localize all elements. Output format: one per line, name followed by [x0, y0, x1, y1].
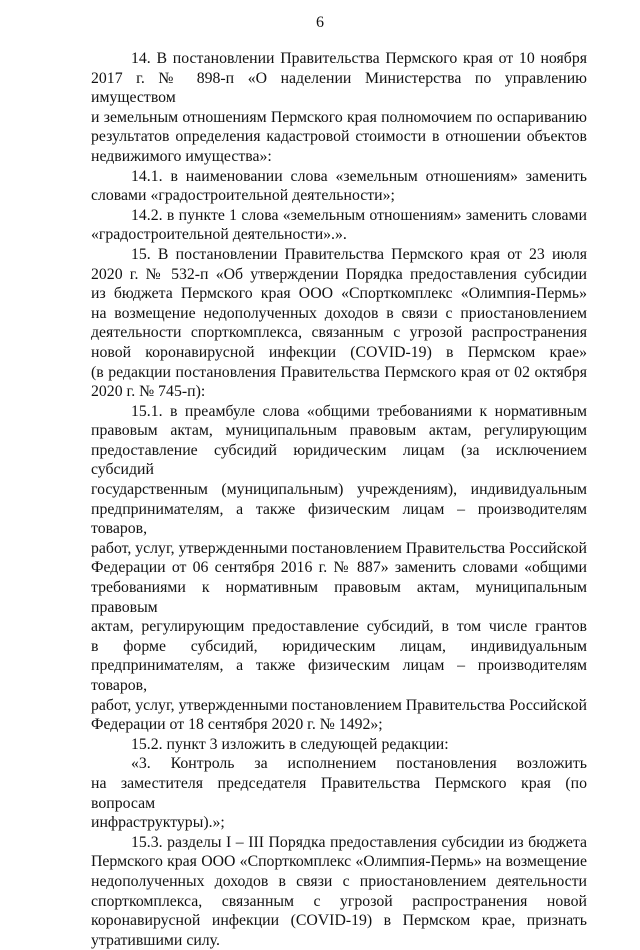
text-line: утратившими силу.	[91, 931, 220, 949]
text-line: 2020 г. № 745-п):	[91, 383, 206, 401]
text-line: 15. В постановлении Правительства Пермского края от 23 июля	[131, 245, 587, 263]
text-line: требованиями к нормативным правовым актам, муниципальным правовым	[91, 579, 587, 616]
text-line: работ, услуг, утвержденными постановлением Правительства Российской	[91, 696, 587, 714]
text-line: 15.3. разделы I – III Порядка предоставления субсидии из бюджета	[131, 833, 587, 851]
text-line: спорткомплекса, связанным с угрозой распространения новой	[91, 892, 587, 910]
text-line: недополученных доходов в связи с приостановлением деятельности	[91, 872, 587, 890]
text-line: новой коронавирусной инфекции (COVID-19) в Пермском крае»	[91, 343, 587, 361]
text-line: результатов определения кадастровой стоимости в отношении объектов	[91, 128, 587, 146]
text-line: актам, регулирующим предоставление субсидий, в том числе грантов	[91, 618, 587, 636]
text-line: «3. Контроль за исполнением постановления возложить	[131, 755, 587, 773]
text-line: государственным (муниципальным) учреждениям), индивидуальным	[91, 481, 587, 499]
paragraph	[91, 402, 587, 735]
text-line: 15.1. в преамбуле слова «общими требованиями к нормативным	[131, 402, 587, 420]
text-line: 14.2. в пункте 1 слова «земельным отношениям» заменить словами	[131, 206, 587, 224]
text-line: словами «градостроительной деятельности»;	[91, 187, 395, 205]
text-line: инфраструктуры).»;	[91, 814, 225, 832]
text-line: 2020 г. № 532-п «Об утверждении Порядка предоставления субсидии	[91, 265, 587, 283]
text-line: коронавирусной инфекции (COVID-19) в Пермском крае, признать	[91, 912, 587, 930]
text-line: 2017 г. № 898-п «О наделении Министерства по управлению имуществом	[91, 69, 587, 107]
document-body	[91, 49, 587, 950]
paragraph	[91, 167, 587, 206]
text-line: Федерации от 18 сентября 2020 г. № 1492»;	[91, 716, 383, 734]
text-line: Пермского края ООО «Спорткомплекс «Олимпия-Пермь» на возмещение	[91, 853, 587, 871]
paragraph	[91, 245, 587, 402]
text-line: в форме субсидий, юридическим лицам, индивидуальным	[91, 637, 587, 655]
text-line: Федерации от 06 сентября 2016 г. № 887» заменить словами «общими	[91, 559, 587, 577]
text-line: (в редакции постановления Правительства Пермского края от 02 октября	[91, 363, 587, 381]
text-line: на возмещение недополученных доходов в связи с приостановлением	[91, 304, 587, 322]
page-number: 6	[316, 14, 324, 31]
text-line: предпринимателям, а также физическим лицам – производителям товаров,	[91, 500, 587, 538]
text-line: предпринимателям, а также физическим лицам – производителям товаров,	[91, 657, 587, 694]
text-line: деятельности спорткомплекса, связанным с угрозой распространения	[91, 324, 587, 342]
paragraph	[91, 49, 587, 167]
text-line: «градостроительной деятельности».».	[91, 226, 347, 244]
text-line: работ, услуг, утвержденными постановлением Правительства Российской	[91, 539, 587, 557]
paragraph	[91, 833, 587, 950]
text-line: и земельным отношениям Пермского края полномочием по оспариванию	[91, 108, 587, 126]
text-line: недвижимого имущества»:	[91, 147, 272, 165]
paragraph	[91, 206, 587, 245]
text-line: 14. В постановлении Правительства Пермского края от 10 ноября	[131, 50, 587, 67]
text-line: 15.2. пункт 3 изложить в следующей редакции:	[131, 735, 449, 753]
paragraph	[91, 735, 587, 755]
paragraph	[91, 754, 587, 832]
text-line: предоставление субсидий юридическим лицам (за исключением субсидий	[91, 441, 587, 479]
text-line: 14.1. в наименовании слова «земельным отношениям» заменить	[131, 167, 587, 185]
text-line: правовым актам, муниципальным правовым актам, регулирующим	[91, 422, 587, 440]
text-line: из бюджета Пермского края ООО «Спорткомплекс «Олимпия-Пермь»	[91, 285, 587, 303]
text-line: на заместителя председателя Правительства Пермского края (по вопросам	[91, 774, 587, 812]
